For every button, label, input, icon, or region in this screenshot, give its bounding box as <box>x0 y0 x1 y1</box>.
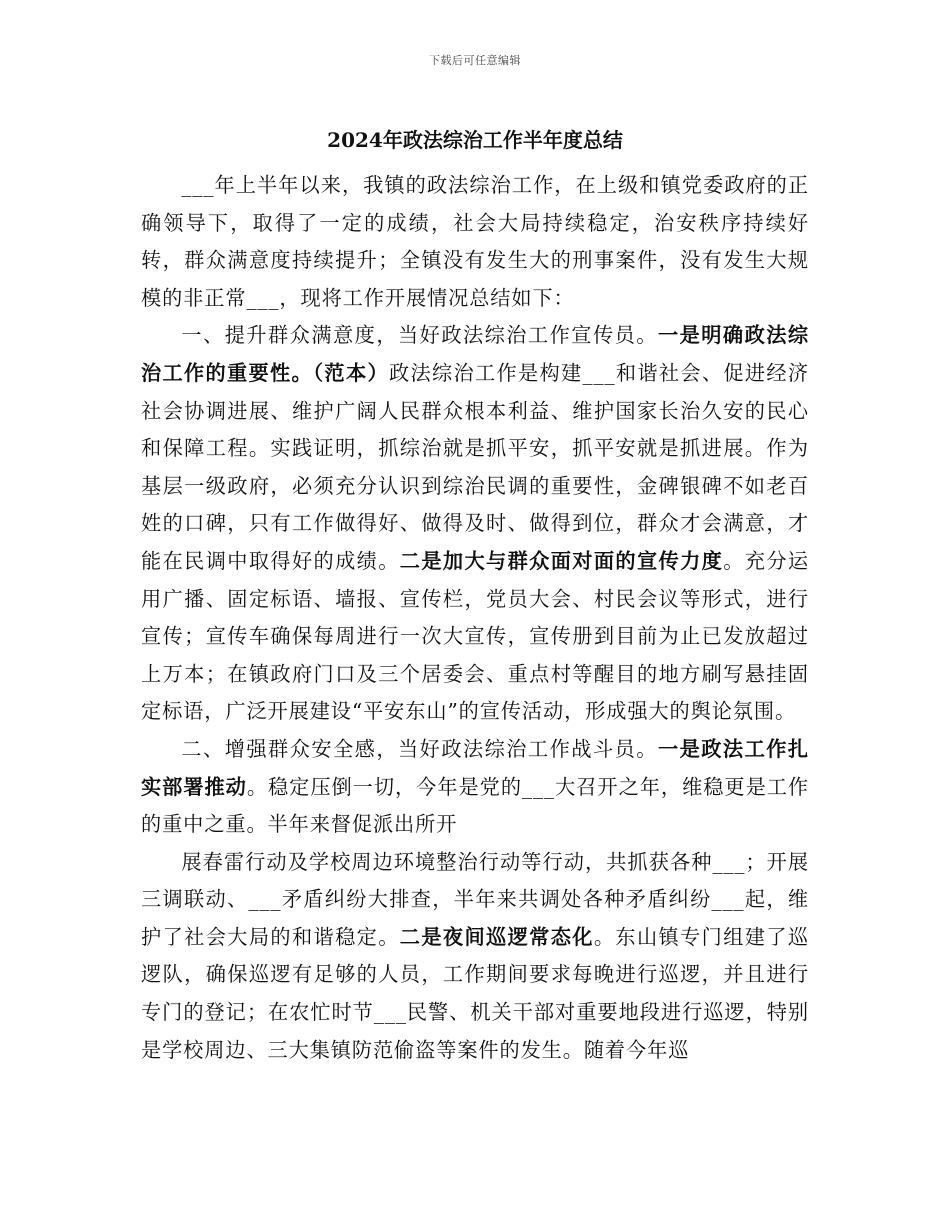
text-segment: 展春雷行动及学校周边环境整治行动等行动，共抓获各种___；开展三调联动、___矛盾纠纷大排查，半年来共调处各种矛盾纠纷___起，维护了社会大局的和谐稳定。 <box>141 849 809 949</box>
text-segment: 政法综治工作是构建___和谐社会、促进经济社会协调进展、维护广阔人民群众根本利益、维护国家长治久安的民心和保障工程。实践证明，抓综治就是抓平安，抓平安就是抓进展。作为基层一级政府，必须充分认识到综治民调的重要性，金碑银碑不如老百姓的口碑，只有工作做得好、做得及时、做得到位，群众才会满意，才能在民调中取得好的成绩。 <box>141 360 810 573</box>
text-segment: 。稳定压倒一切，今年是党的___大召开之年，维稳更是工作的重中之重。半年来督促派出所开 <box>141 774 809 837</box>
bold-heading: 一是明确政法综治工作的重要性。（范本） <box>141 323 809 385</box>
text-segment: ___年上半年以来，我镇的政法综治工作，在上级和镇党委政府的正确领导下，取得了一定的成绩，社会大局持续稳定，治安秩序持续好转，群众满意度持续提升；全镇没有发生大的刑事案件，没有发生大规模的非正常___，现将工作开展情况总结如下： <box>141 173 809 310</box>
bold-heading: 二是加大与群众面对面的宣传力度 <box>399 548 724 573</box>
paragraph-continued <box>141 844 809 1070</box>
page-header: 下载后可任意编辑 <box>429 54 521 67</box>
text-segment: 。东山镇专门组建了巡逻队，确保巡逻有足够的人员，工作期间要求每晚进行巡逻，并且进行专门的登记；在农忙时节___民警、机关干部对重要地段进行巡逻，特别是学校周边、三大集镇防范偷盗等案件的发生。随着今年巡 <box>141 924 809 1062</box>
text-segment: 。充分运用广播、固定标语、墙报、宣传栏，党员大会、村民会议等形式，进行宣传；宣传车确保每周进行一次大宣传，宣传册到目前为止已发放超过上万本；在镇政府门口及三个居委会、重点村等醒目的地方刷写悬挂固定标语，广泛开展建设“平安东山”的宣传活动，形成强大的舆论氛围。 <box>141 548 809 724</box>
text-segment: 二、增强群众安全感，当好政法综治工作战斗员。 <box>181 736 658 761</box>
paragraph-section-1 <box>141 317 809 731</box>
document-title: 2024年政法综治工作半年度总结 <box>327 128 623 152</box>
bold-heading: 一是政法工作扎实部署推动 <box>141 736 809 799</box>
paragraph-section-2 <box>141 731 809 844</box>
bold-heading: 二是夜间巡逻常态化 <box>399 924 594 949</box>
text-segment: 一、提升群众满意度，当好政法综治工作宣传员。 <box>181 323 658 348</box>
document-body <box>141 167 809 1069</box>
paragraph-intro <box>141 167 809 317</box>
